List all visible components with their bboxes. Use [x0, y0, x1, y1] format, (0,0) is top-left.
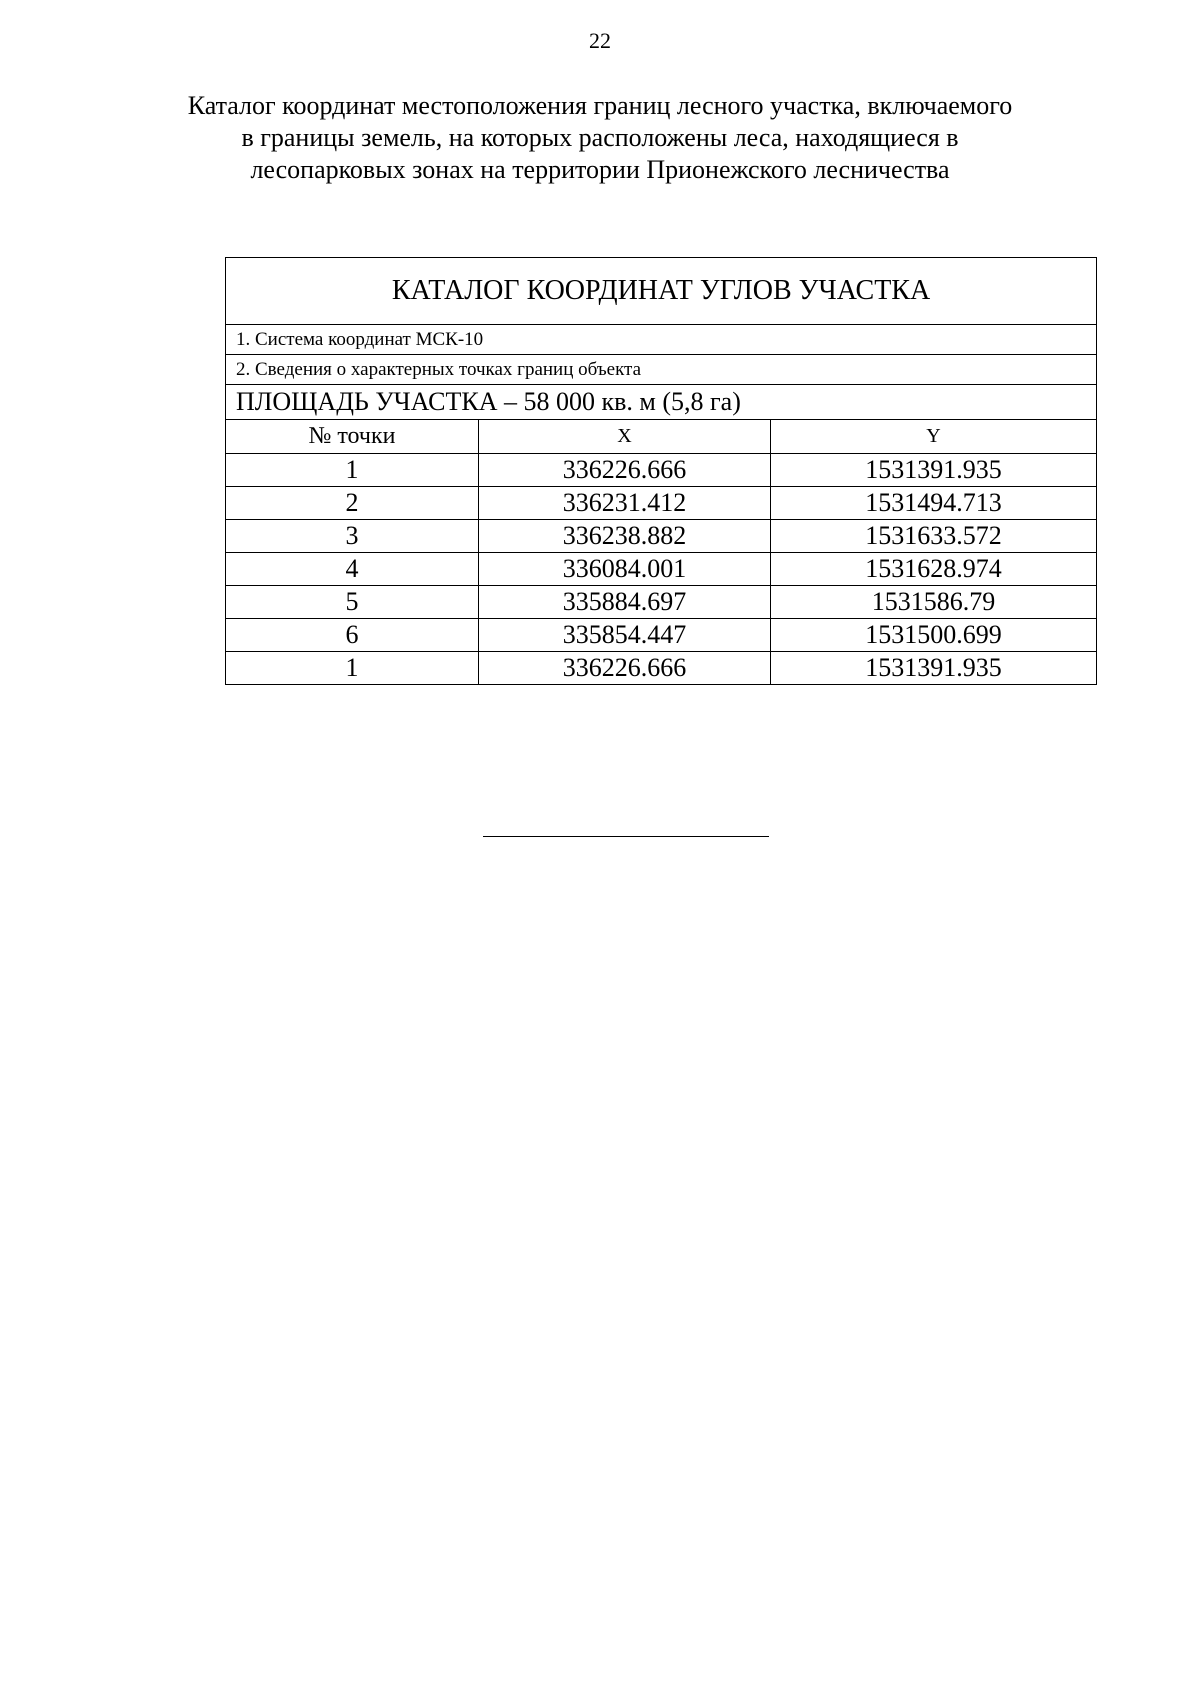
y-coordinate-cell: 1531494.713 — [771, 487, 1097, 520]
x-coordinate-cell: 336226.666 — [479, 652, 771, 685]
y-coordinate-cell: 1531633.572 — [771, 520, 1097, 553]
area-info: ПЛОЩАДЬ УЧАСТКА – 58 000 кв. м (5,8 га) — [226, 385, 1097, 420]
title-line: Каталог координат местоположения границ лесного участка, включаемого — [187, 91, 1013, 120]
document-title — [100, 90, 1100, 186]
point-number-cell: 5 — [226, 586, 479, 619]
x-coordinate-cell: 336084.001 — [479, 553, 771, 586]
table-row — [226, 520, 1097, 553]
table-row — [226, 619, 1097, 652]
title-line: лесопарковых зонах на территории Прионежского лесничества — [250, 155, 950, 184]
x-coordinate-cell: 336238.882 — [479, 520, 771, 553]
page-number: 22 — [589, 28, 611, 53]
y-coordinate-cell: 1531586.79 — [771, 586, 1097, 619]
boundary-points-info: 2. Сведения о характерных точках границ объекта — [226, 355, 1097, 385]
column-header-y: Y — [771, 420, 1097, 454]
x-coordinate-cell: 336231.412 — [479, 487, 771, 520]
y-coordinate-cell: 1531500.699 — [771, 619, 1097, 652]
x-coordinate-cell: 335854.447 — [479, 619, 771, 652]
x-coordinate-cell: 336226.666 — [479, 454, 771, 487]
y-coordinate-cell: 1531391.935 — [771, 652, 1097, 685]
column-header-x: X — [479, 420, 771, 454]
table-row — [226, 652, 1097, 685]
coordinate-system-info: 1. Система координат МСК-10 — [226, 325, 1097, 355]
y-coordinate-cell: 1531628.974 — [771, 553, 1097, 586]
point-number-cell: 2 — [226, 487, 479, 520]
point-number-cell: 6 — [226, 619, 479, 652]
y-coordinate-cell: 1531391.935 — [771, 454, 1097, 487]
x-coordinate-cell: 335884.697 — [479, 586, 771, 619]
column-header-point: № точки — [226, 420, 479, 454]
title-line: в границы земель, на которых расположены леса, находящиеся в — [241, 123, 959, 152]
point-number-cell: 1 — [226, 454, 479, 487]
column-header-row — [226, 420, 1097, 454]
point-number-cell: 3 — [226, 520, 479, 553]
point-number-cell: 4 — [226, 553, 479, 586]
table-row — [226, 553, 1097, 586]
point-number-cell: 1 — [226, 652, 479, 685]
end-of-document-line — [483, 836, 769, 837]
table-row — [226, 454, 1097, 487]
coordinates-catalog-table — [225, 257, 1097, 685]
table-row — [226, 586, 1097, 619]
table-heading: КАТАЛОГ КООРДИНАТ УГЛОВ УЧАСТКА — [226, 258, 1097, 325]
table-row — [226, 487, 1097, 520]
